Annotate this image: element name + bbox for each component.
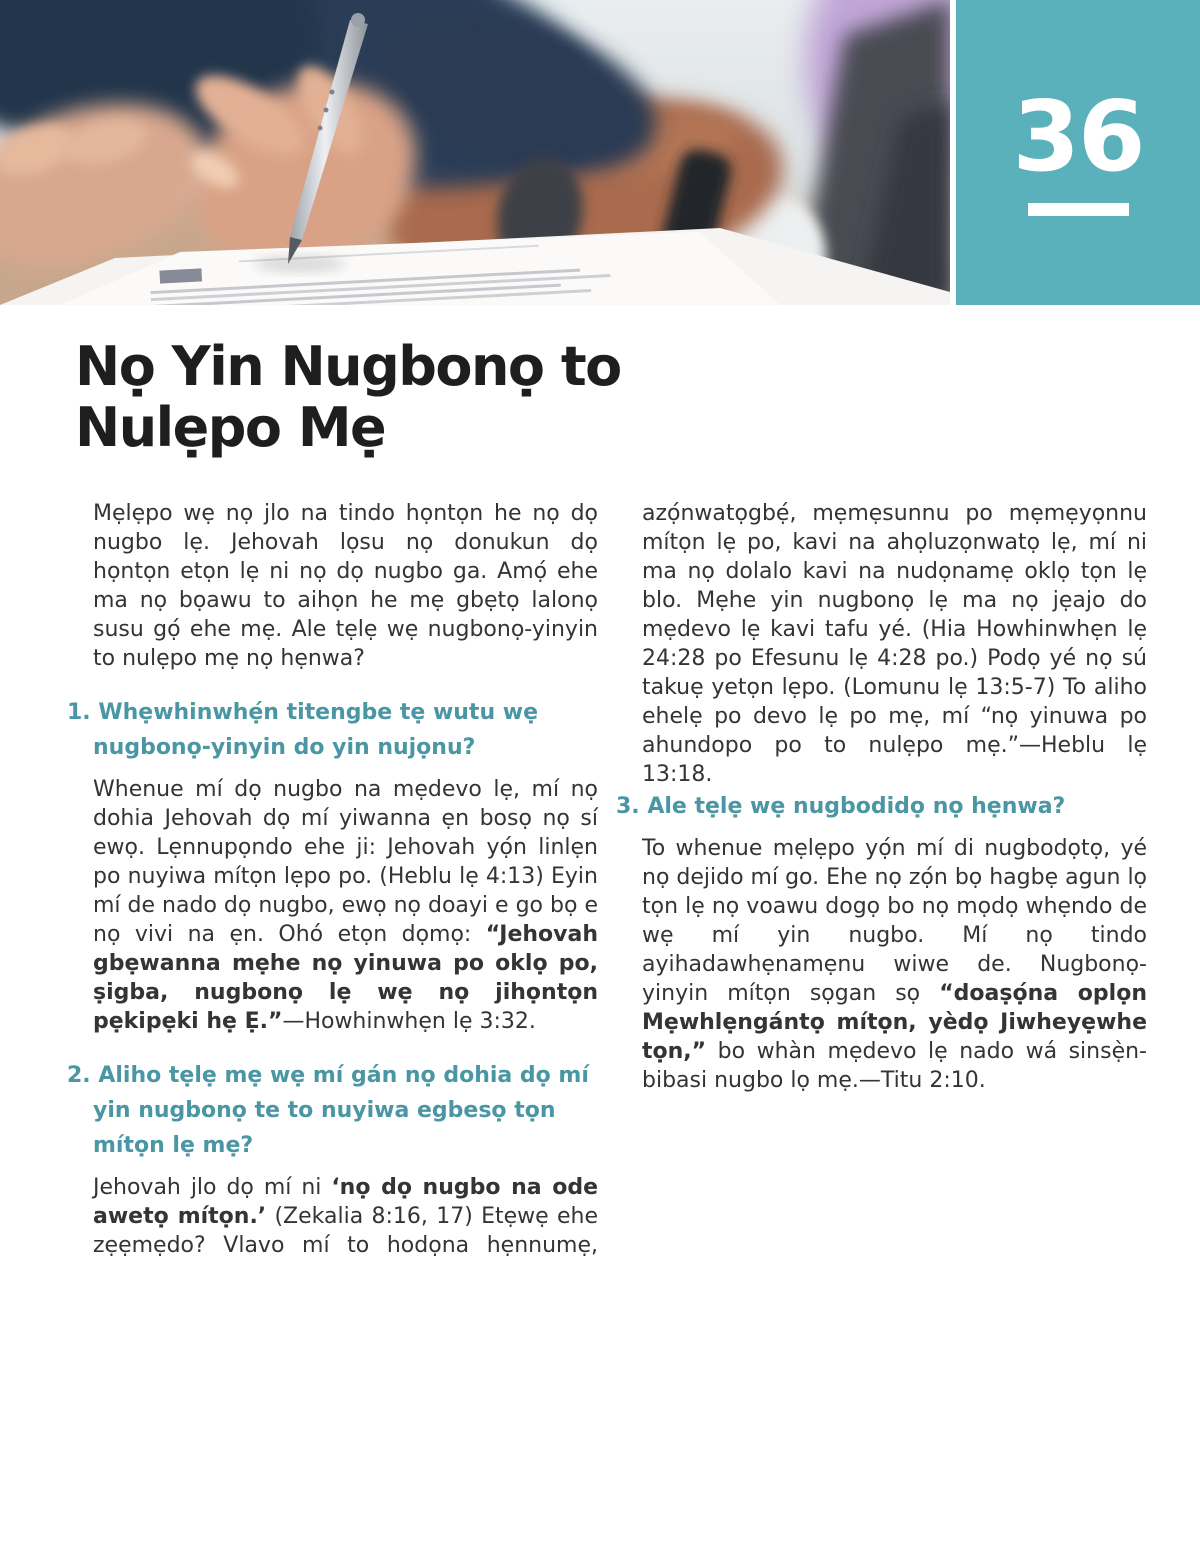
answer-paragraph: To whenue mẹlẹpo yọ́n mí di nugbodọtọ, yé nọ dejido mí go. Ehe nọ zọ́n bọ hagbẹ agun lọ tọn lẹ nọ voawu dogọ bo nọ mọdọ whẹndo de wẹ mí yin nugbo. Mí nọ tindo ayihadawhẹnamẹnu wiwe de. Nugbonọ-yinyin mítọn sọgan sọ “doaṣọ́na oplọn Mẹwhlẹngántọ mítọn, yèdọ Jiwheyẹwhe tọn,” bo whàn mẹdevo lẹ nado wá sinsẹ̀n-bibasi nugbo lọ mẹ.—Titu 2:10. <box>642 836 1148 1093</box>
lesson-number-underline <box>1028 203 1129 216</box>
question-text: Ale tẹlẹ wẹ nugbodidọ nọ hẹnwa? <box>647 794 1066 819</box>
lesson-number-box <box>956 0 1200 305</box>
header-photo-illustration <box>0 0 950 305</box>
question-heading <box>67 1058 598 1163</box>
title-line-1: Nọ Yin Nugbonọ to <box>75 335 621 398</box>
answer-paragraph: Whenue mí dọ nugbo na mẹdevo lẹ, mí nọ dohia Jehovah dọ mí yiwanna ẹn bosọ nọ sí ewọ. Lẹnnupọndo ehe ji: Jehovah yọ́n linlẹn po nuyiwa mítọn lẹpo po. (Heblu lẹ 4:13) Eyin mí de nado dọ nugbo, ewọ nọ doayi e go bọ e nọ vivi na ẹn. Ohó etọn dọmọ: “Jehovah gbẹwanna mẹhe nọ yinuwa po oklọ po, ṣigba, nugbonọ lẹ wẹ nọ jihọntọn pẹkipẹki hẹ Ẹ.”—Howhinwhẹn lẹ 3:32. <box>93 777 598 1034</box>
question-block <box>616 789 1147 1095</box>
question-block <box>67 695 598 1036</box>
header-photo <box>0 0 950 305</box>
title-line-2: Nulẹpo Mẹ <box>75 396 386 459</box>
question-heading <box>616 789 1147 824</box>
question-heading <box>67 695 598 765</box>
lesson-number: 36 <box>1012 80 1144 193</box>
question-text: Aliho tẹlẹ mẹ wẹ mí gán nọ dohia dọ mí yin nugbonọ te to nuyiwa egbesọ tọn mítọn lẹ mẹ? <box>93 1063 589 1158</box>
question-number: 1. <box>67 700 91 725</box>
article-body <box>67 499 1147 1284</box>
page-title <box>75 336 775 458</box>
question-number: 2. <box>67 1063 91 1088</box>
question-text: Whẹwhinwhẹ́n titengbe tẹ wutu wẹ nugbonọ-yinyin do yin nujọnu? <box>93 700 539 760</box>
question-number: 3. <box>616 794 640 819</box>
intro-paragraph: Mẹlẹpo wẹ nọ jlo na tindo họntọn he nọ dọ nugbo lẹ. Jehovah lọsu nọ donukun dọ họntọn etọn lẹ ni nọ dọ nugbo ga. Amọ́ ehe ma nọ bọawu to aihọn he mẹ gbẹtọ lalonọ susu gọ́ ehe mẹ. Ale tẹlẹ wẹ nugbonọ-yinyin to nulẹpo mẹ nọ hẹnwa? <box>93 501 598 671</box>
answer-paragraph: Jehovah jlo dọ mí ni ‘nọ dọ nugbo na ode awetọ mítọn.’ (Zekalia 8:16, 17) Etẹwẹ ehe zẹẹmẹdo? Vlavo mí to hodọna hẹnnumẹ, azọ́nwatọgbẹ́, mẹmẹsunnu po mẹmẹyọnnu mítọn lẹ po, kavi na ahọluzọnwatọ lẹ, mí ni ma nọ dolalo kavi na nudọnamẹ oklọ tọn lẹ blo. Mẹhe yin nugbonọ lẹ ma nọ jẹajo do mẹdevo lẹ kavi tafu yé. (Hia Howhinwhẹn lẹ 24:28 po Efesunu lẹ 4:28 po.) Podọ yé nọ sú takuẹ yetọn lẹpo. (Lomunu lẹ 13:5-7) To aliho ehelẹ po devo lẹ po mẹ, mí “nọ yinuwa po ahundopo po to nulẹpo mẹ.”—Heblu lẹ 13:18. <box>93 501 1147 1258</box>
